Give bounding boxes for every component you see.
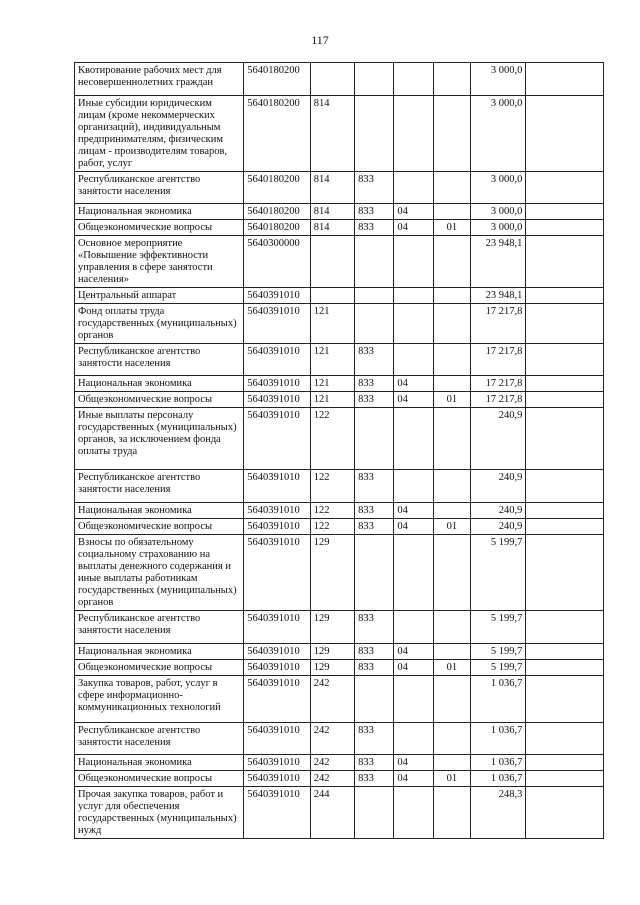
cell-subsection: 01 — [433, 519, 470, 535]
cell-target-article: 5640391010 — [244, 787, 311, 839]
cell-section — [394, 344, 433, 376]
cell-administrator-code: 833 — [355, 344, 394, 376]
cell-administrator-code — [355, 408, 394, 470]
cell-target-article: 5640391010 — [244, 519, 311, 535]
cell-empty — [526, 63, 604, 96]
cell-expense-type: 814 — [310, 96, 354, 172]
cell-amount: 240,9 — [470, 519, 525, 535]
cell-target-article: 5640180200 — [244, 204, 311, 220]
cell-empty — [526, 376, 604, 392]
cell-subsection — [433, 676, 470, 723]
cell-amount: 1 036,7 — [470, 771, 525, 787]
cell-subsection — [433, 204, 470, 220]
cell-administrator-code — [355, 304, 394, 344]
cell-name: Иные выплаты персоналу государственных (муниципальных) органов, за исключением фонда оплаты труда — [75, 408, 244, 470]
cell-subsection — [433, 470, 470, 503]
cell-amount: 17 217,8 — [470, 304, 525, 344]
cell-empty — [526, 535, 604, 611]
cell-expense-type: 121 — [310, 304, 354, 344]
cell-section: 04 — [394, 204, 433, 220]
cell-administrator-code: 833 — [355, 723, 394, 755]
cell-name: Центральный аппарат — [75, 288, 244, 304]
cell-target-article: 5640391010 — [244, 344, 311, 376]
cell-expense-type: 129 — [310, 660, 354, 676]
cell-subsection — [433, 503, 470, 519]
cell-subsection — [433, 172, 470, 204]
cell-section — [394, 470, 433, 503]
cell-expense-type: 129 — [310, 644, 354, 660]
cell-empty — [526, 408, 604, 470]
cell-empty — [526, 519, 604, 535]
cell-target-article: 5640391010 — [244, 611, 311, 644]
cell-administrator-code — [355, 63, 394, 96]
cell-name: Национальная экономика — [75, 644, 244, 660]
cell-target-article: 5640180200 — [244, 96, 311, 172]
cell-name: Прочая закупка товаров, работ и услуг для обеспечения государственных (муниципальных) нужд — [75, 787, 244, 839]
cell-amount: 1 036,7 — [470, 676, 525, 723]
cell-section: 04 — [394, 519, 433, 535]
cell-section — [394, 304, 433, 344]
table-row — [75, 755, 604, 771]
cell-subsection — [433, 344, 470, 376]
cell-target-article: 5640391010 — [244, 771, 311, 787]
cell-amount: 3 000,0 — [470, 63, 525, 96]
cell-name: Квотирование рабочих мест для несовершеннолетних граждан — [75, 63, 244, 96]
budget-table — [74, 62, 604, 839]
table-row — [75, 660, 604, 676]
cell-empty — [526, 755, 604, 771]
table-row — [75, 771, 604, 787]
cell-amount: 3 000,0 — [470, 204, 525, 220]
cell-section: 04 — [394, 376, 433, 392]
cell-section — [394, 787, 433, 839]
cell-section — [394, 172, 433, 204]
cell-name: Национальная экономика — [75, 376, 244, 392]
cell-expense-type: 122 — [310, 408, 354, 470]
cell-expense-type: 242 — [310, 755, 354, 771]
cell-target-article: 5640180200 — [244, 220, 311, 236]
table-row — [75, 96, 604, 172]
table-row — [75, 288, 604, 304]
cell-expense-type: 242 — [310, 676, 354, 723]
cell-administrator-code: 833 — [355, 519, 394, 535]
table-row — [75, 63, 604, 96]
table-row — [75, 392, 604, 408]
table-row — [75, 676, 604, 723]
cell-expense-type: 121 — [310, 344, 354, 376]
cell-expense-type: 121 — [310, 376, 354, 392]
cell-administrator-code: 833 — [355, 376, 394, 392]
cell-subsection: 01 — [433, 220, 470, 236]
table-row — [75, 204, 604, 220]
table-row — [75, 344, 604, 376]
cell-target-article: 5640391010 — [244, 470, 311, 503]
cell-section — [394, 611, 433, 644]
cell-expense-type: 122 — [310, 519, 354, 535]
cell-subsection: 01 — [433, 660, 470, 676]
cell-amount: 5 199,7 — [470, 644, 525, 660]
cell-name: Фонд оплаты труда государственных (муниципальных) органов — [75, 304, 244, 344]
cell-empty — [526, 611, 604, 644]
cell-subsection — [433, 723, 470, 755]
cell-amount: 3 000,0 — [470, 220, 525, 236]
cell-expense-type: 129 — [310, 611, 354, 644]
cell-subsection — [433, 787, 470, 839]
cell-expense-type: 121 — [310, 392, 354, 408]
cell-expense-type: 129 — [310, 535, 354, 611]
cell-administrator-code: 833 — [355, 660, 394, 676]
cell-name: Общеэкономические вопросы — [75, 660, 244, 676]
table-row — [75, 172, 604, 204]
cell-administrator-code: 833 — [355, 204, 394, 220]
cell-name: Национальная экономика — [75, 755, 244, 771]
cell-name: Основное мероприятие «Повышение эффективности управления в сфере занятости населения» — [75, 236, 244, 288]
cell-target-article: 5640300000 — [244, 236, 311, 288]
cell-administrator-code: 833 — [355, 755, 394, 771]
cell-name: Республиканское агентство занятости населения — [75, 470, 244, 503]
cell-empty — [526, 470, 604, 503]
cell-amount: 240,9 — [470, 503, 525, 519]
cell-name: Республиканское агентство занятости населения — [75, 344, 244, 376]
cell-empty — [526, 304, 604, 344]
cell-expense-type — [310, 288, 354, 304]
cell-subsection — [433, 611, 470, 644]
cell-amount: 17 217,8 — [470, 376, 525, 392]
table-row — [75, 220, 604, 236]
cell-empty — [526, 236, 604, 288]
cell-expense-type — [310, 236, 354, 288]
cell-target-article: 5640180200 — [244, 172, 311, 204]
cell-amount: 5 199,7 — [470, 535, 525, 611]
cell-administrator-code: 833 — [355, 771, 394, 787]
cell-subsection — [433, 288, 470, 304]
cell-section: 04 — [394, 220, 433, 236]
cell-administrator-code: 833 — [355, 172, 394, 204]
cell-expense-type: 814 — [310, 204, 354, 220]
cell-expense-type: 122 — [310, 470, 354, 503]
cell-target-article: 5640180200 — [244, 63, 311, 96]
cell-subsection — [433, 63, 470, 96]
cell-expense-type: 814 — [310, 172, 354, 204]
cell-name: Общеэкономические вопросы — [75, 519, 244, 535]
cell-amount: 17 217,8 — [470, 344, 525, 376]
cell-target-article: 5640391010 — [244, 723, 311, 755]
cell-name: Республиканское агентство занятости населения — [75, 723, 244, 755]
cell-administrator-code: 833 — [355, 503, 394, 519]
cell-empty — [526, 392, 604, 408]
cell-amount: 23 948,1 — [470, 236, 525, 288]
cell-empty — [526, 172, 604, 204]
cell-name: Взносы по обязательному социальному страхованию на выплаты денежного содержания и иные выплаты работникам государственных (муниципальных) органов — [75, 535, 244, 611]
cell-administrator-code — [355, 96, 394, 172]
cell-administrator-code — [355, 236, 394, 288]
cell-name: Национальная экономика — [75, 503, 244, 519]
cell-subsection — [433, 755, 470, 771]
table-row — [75, 611, 604, 644]
cell-section — [394, 63, 433, 96]
cell-amount: 1 036,7 — [470, 723, 525, 755]
cell-subsection — [433, 408, 470, 470]
cell-target-article: 5640391010 — [244, 755, 311, 771]
table-row — [75, 236, 604, 288]
cell-administrator-code: 833 — [355, 470, 394, 503]
cell-target-article: 5640391010 — [244, 392, 311, 408]
cell-section — [394, 236, 433, 288]
table-row — [75, 723, 604, 755]
table-row — [75, 519, 604, 535]
cell-amount: 5 199,7 — [470, 611, 525, 644]
cell-empty — [526, 344, 604, 376]
table-row — [75, 503, 604, 519]
cell-administrator-code: 833 — [355, 392, 394, 408]
table-row — [75, 535, 604, 611]
cell-target-article: 5640391010 — [244, 535, 311, 611]
cell-administrator-code: 833 — [355, 644, 394, 660]
cell-section — [394, 408, 433, 470]
cell-administrator-code: 833 — [355, 220, 394, 236]
cell-administrator-code — [355, 676, 394, 723]
cell-name: Национальная экономика — [75, 204, 244, 220]
cell-target-article: 5640391010 — [244, 660, 311, 676]
cell-empty — [526, 644, 604, 660]
cell-section: 04 — [394, 392, 433, 408]
cell-name: Республиканское агентство занятости населения — [75, 172, 244, 204]
table-row — [75, 376, 604, 392]
cell-amount: 1 036,7 — [470, 755, 525, 771]
cell-subsection — [433, 644, 470, 660]
cell-amount: 5 199,7 — [470, 660, 525, 676]
cell-empty — [526, 204, 604, 220]
cell-subsection — [433, 304, 470, 344]
cell-amount: 240,9 — [470, 470, 525, 503]
cell-section — [394, 676, 433, 723]
cell-empty — [526, 676, 604, 723]
cell-expense-type: 242 — [310, 771, 354, 787]
cell-administrator-code — [355, 288, 394, 304]
cell-expense-type: 242 — [310, 723, 354, 755]
cell-empty — [526, 723, 604, 755]
table-row — [75, 304, 604, 344]
cell-empty — [526, 96, 604, 172]
cell-administrator-code — [355, 787, 394, 839]
cell-administrator-code: 833 — [355, 611, 394, 644]
cell-section: 04 — [394, 755, 433, 771]
cell-amount: 23 948,1 — [470, 288, 525, 304]
table-row — [75, 470, 604, 503]
cell-name: Общеэкономические вопросы — [75, 392, 244, 408]
cell-subsection: 01 — [433, 771, 470, 787]
table-row — [75, 408, 604, 470]
cell-target-article: 5640391010 — [244, 288, 311, 304]
cell-empty — [526, 288, 604, 304]
cell-expense-type: 244 — [310, 787, 354, 839]
cell-section — [394, 723, 433, 755]
cell-name: Республиканское агентство занятости населения — [75, 611, 244, 644]
cell-amount: 3 000,0 — [470, 96, 525, 172]
cell-section — [394, 535, 433, 611]
cell-section — [394, 288, 433, 304]
cell-empty — [526, 220, 604, 236]
cell-expense-type — [310, 63, 354, 96]
cell-section — [394, 96, 433, 172]
cell-expense-type: 122 — [310, 503, 354, 519]
cell-amount: 248,3 — [470, 787, 525, 839]
cell-subsection: 01 — [433, 392, 470, 408]
cell-administrator-code — [355, 535, 394, 611]
cell-expense-type: 814 — [310, 220, 354, 236]
cell-target-article: 5640391010 — [244, 503, 311, 519]
table-row — [75, 787, 604, 839]
cell-name: Общеэкономические вопросы — [75, 771, 244, 787]
cell-empty — [526, 771, 604, 787]
cell-name: Общеэкономические вопросы — [75, 220, 244, 236]
cell-empty — [526, 503, 604, 519]
cell-amount: 17 217,8 — [470, 392, 525, 408]
cell-target-article: 5640391010 — [244, 304, 311, 344]
cell-amount: 3 000,0 — [470, 172, 525, 204]
cell-section: 04 — [394, 771, 433, 787]
cell-target-article: 5640391010 — [244, 408, 311, 470]
budget-table-body — [75, 63, 604, 839]
cell-subsection — [433, 376, 470, 392]
page-number: 117 — [311, 33, 329, 47]
cell-target-article: 5640391010 — [244, 376, 311, 392]
cell-target-article: 5640391010 — [244, 676, 311, 723]
cell-subsection — [433, 236, 470, 288]
cell-target-article: 5640391010 — [244, 644, 311, 660]
cell-subsection — [433, 96, 470, 172]
cell-name: Иные субсидии юридическим лицам (кроме некоммерческих организаций), индивидуальным предпринимателям, физическим лицам - производителям товаров, работ, услуг — [75, 96, 244, 172]
cell-amount: 240,9 — [470, 408, 525, 470]
cell-section: 04 — [394, 644, 433, 660]
cell-subsection — [433, 535, 470, 611]
cell-empty — [526, 660, 604, 676]
cell-empty — [526, 787, 604, 839]
cell-section: 04 — [394, 503, 433, 519]
table-row — [75, 644, 604, 660]
cell-section: 04 — [394, 660, 433, 676]
cell-name: Закупка товаров, работ, услуг в сфере информационно-коммуникационных технологий — [75, 676, 244, 723]
